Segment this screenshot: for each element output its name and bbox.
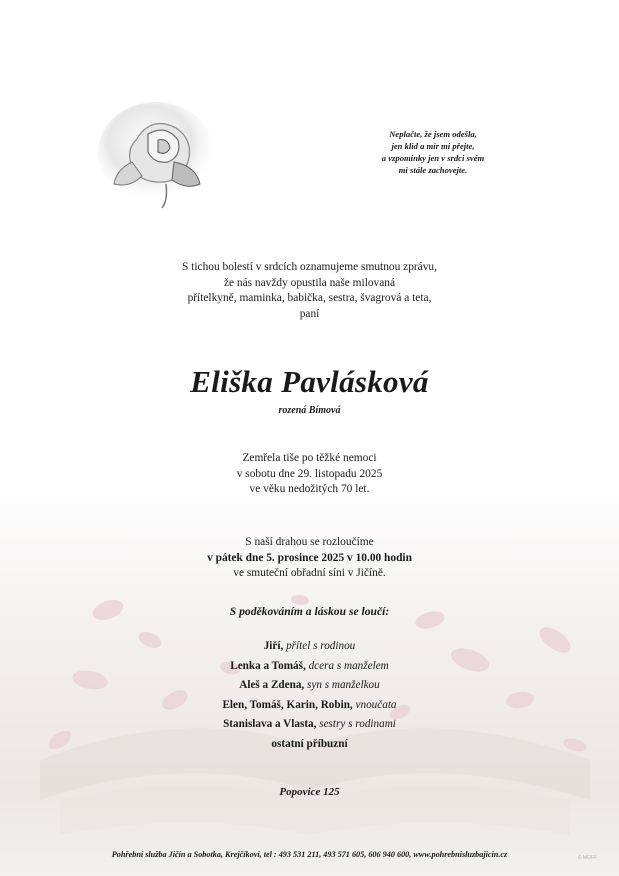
death-line: Zemřela tiše po těžké nemoci — [242, 452, 377, 464]
intro-line: přítelkyně, maminka, babička, sestra, švagrová a teta, — [187, 292, 432, 305]
address: Popovice 125 — [279, 786, 340, 798]
memorial-verse — [348, 128, 518, 176]
death-line: ve věku nedožitých 70 let. — [249, 483, 370, 496]
thanks-heading: S poděkováním a láskou se loučí: — [229, 605, 390, 618]
mourner-name: Stanislava a Vlasta, — [223, 718, 317, 731]
announcement-intro — [0, 260, 619, 322]
mourner-name: Lenka a Tomáš, — [230, 659, 306, 672]
mourner-row — [0, 637, 619, 657]
farewell-date-time: v pátek dne 5. prosince 2025 v 10.00 hodin — [207, 551, 412, 564]
mourner-row — [0, 676, 619, 696]
intro-line: S tichou bolestí v srdcích oznamujeme smutnou zprávu, — [182, 261, 437, 273]
farewell-details — [0, 535, 619, 582]
verse-line: mi stále zachovejte. — [398, 165, 468, 175]
mourner-name: Jiří, — [263, 640, 284, 652]
farewell-place: ve smuteční obřadní síni v Jičíně. — [233, 567, 386, 580]
mourner-row — [0, 735, 619, 755]
intro-line: že nás navždy opustila naše milovaná — [223, 276, 396, 289]
verse-line: Neplačte, že jsem odešla, — [389, 129, 477, 139]
white-rose-illustration — [96, 100, 216, 210]
intro-line: paní — [299, 307, 320, 320]
mourner-relation: sestry s rodinami — [319, 718, 396, 731]
image-credit: © MOFF — [577, 855, 597, 861]
mourner-relation: dcera s manželem — [308, 659, 389, 672]
mourner-relation: přítel s rodinou — [286, 640, 356, 652]
mourner-row — [0, 657, 619, 677]
mourner-name: ostatní příbuzní — [271, 737, 348, 750]
verse-line: a vzpomínky jen v srdci svém — [381, 153, 485, 163]
mourner-name: Elen, Tomáš, Karin, Robin, — [222, 698, 353, 711]
deceased-name: Eliška Pavlásková — [190, 364, 429, 399]
death-details — [0, 451, 619, 498]
maiden-name: rozená Bímová — [278, 405, 341, 416]
mourner-row — [0, 696, 619, 716]
death-line: v sobotu dne 29. listopadu 2025 — [236, 467, 383, 480]
mourner-name: Aleš a Zdena, — [239, 679, 305, 692]
mourner-relation: vnoučata — [355, 698, 397, 711]
farewell-line: S naší drahou se rozloučíme — [245, 536, 374, 548]
mourner-row — [0, 715, 619, 735]
funeral-service-footer: Pohřební služba Jičín a Sobotka, Krejčíkovi, tel : 493 531 211, 493 571 605, 606 940 600, www.pohrebnisluzbajicin.cz — [111, 850, 508, 859]
verse-line: jen klid a mír mi přejte, — [391, 141, 475, 151]
mourner-relation: syn s manželkou — [307, 679, 380, 692]
mourners-list — [0, 637, 619, 755]
